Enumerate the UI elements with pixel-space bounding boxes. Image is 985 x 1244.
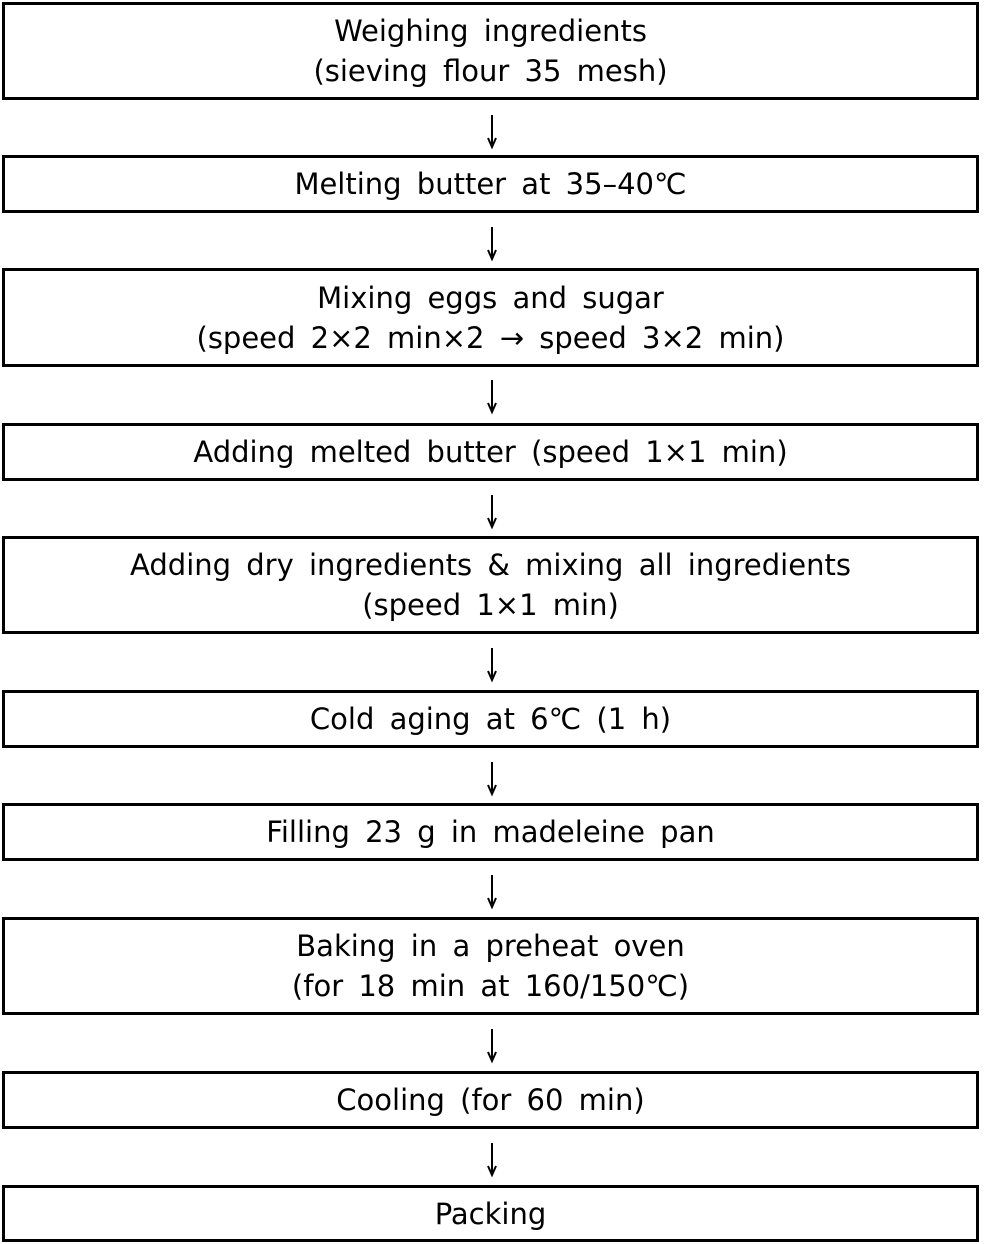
step-packing-line-1: Packing <box>434 1196 547 1231</box>
down-arrow-icon <box>476 647 508 683</box>
step-cold-aging <box>2 690 979 748</box>
down-arrow-icon <box>476 1142 508 1178</box>
down-arrow-icon <box>476 761 508 797</box>
down-arrow-icon <box>476 494 508 530</box>
step-adding-dry-line-1: Adding dry ingredients & mixing all ingredients <box>130 548 851 582</box>
step-baking-line-2: (for 18 min at 160/150℃) <box>291 969 690 1003</box>
step-packing <box>2 1185 979 1242</box>
step-cold-aging-line-1: Cold aging at 6℃ (1 h) <box>309 702 672 736</box>
step-weighing-line-2: (sieving flour 35 mesh) <box>313 54 668 88</box>
step-filling-line-1: Filling 23 g in madeleine pan <box>266 815 715 849</box>
step-baking <box>2 917 979 1015</box>
down-arrow-icon <box>476 114 508 150</box>
step-adding-butter <box>2 423 979 481</box>
step-adding-dry <box>2 536 979 634</box>
step-filling <box>2 803 979 861</box>
step-adding-butter-line-1: Adding melted butter (speed 1×1 min) <box>193 435 788 469</box>
down-arrow-icon <box>476 874 508 910</box>
down-arrow-icon <box>476 226 508 262</box>
step-mixing-eggs-line-2: (speed 2×2 min×2 → speed 3×2 min) <box>196 320 785 355</box>
step-melting <box>2 155 979 213</box>
step-weighing <box>2 2 979 100</box>
down-arrow-icon <box>476 1028 508 1064</box>
step-melting-line-1: Melting butter at 35–40℃ <box>294 167 687 201</box>
step-mixing-eggs-line-1: Mixing eggs and sugar <box>317 280 664 315</box>
step-adding-dry-line-2: (speed 1×1 min) <box>362 588 619 622</box>
step-weighing-line-1: Weighing ingredients <box>334 14 647 48</box>
step-cooling-line-1: Cooling (for 60 min) <box>336 1083 645 1117</box>
step-cooling <box>2 1071 979 1129</box>
down-arrow-icon <box>476 379 508 415</box>
step-mixing-eggs <box>2 268 979 367</box>
step-baking-line-1: Baking in a preheat oven <box>296 929 685 963</box>
